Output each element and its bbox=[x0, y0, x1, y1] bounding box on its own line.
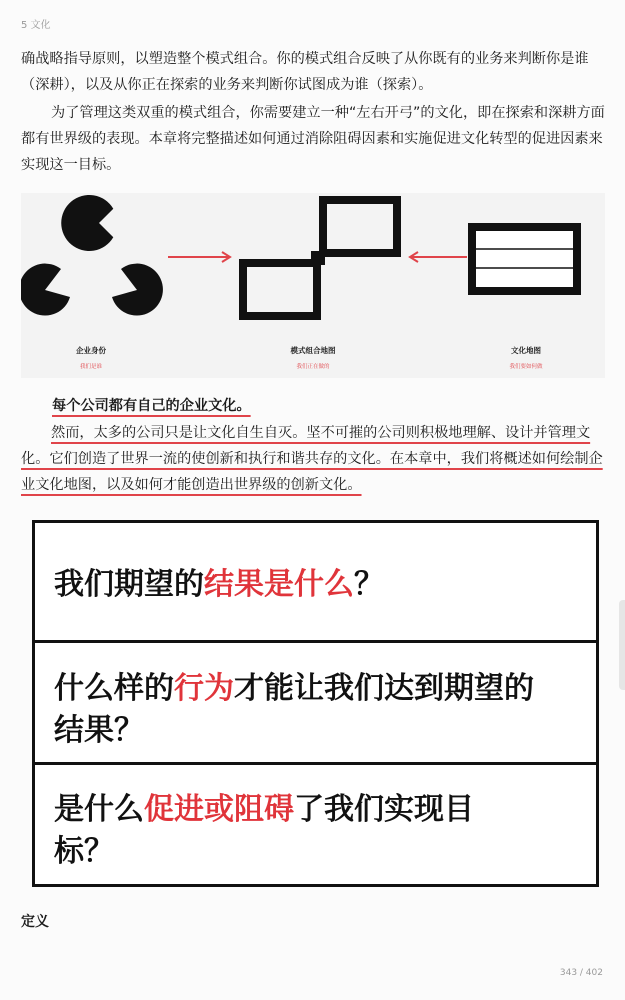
pacman-right bbox=[112, 264, 163, 316]
question-row-1 bbox=[35, 523, 596, 643]
sublabel-how-we-do: 我们要如何做 bbox=[509, 364, 543, 370]
question-1-highlight: 结果是什么 bbox=[204, 567, 354, 602]
page-number: 343 / 402 bbox=[559, 968, 603, 978]
paragraph-1: 确战略指导原则，以塑造整个模式组合。你的模式组合反映了从你既有的业务来判断你是谁（深耕），以及从你正在探索的业务来判断你试图成为谁（探索）。 bbox=[21, 51, 589, 93]
frame-lower bbox=[243, 263, 317, 316]
question-1: 我们期望的结果是什么？ bbox=[54, 567, 384, 602]
chapter-header: 5 文化 bbox=[21, 20, 51, 31]
highlighted-statement: 每个公司都有自己的企业文化。 bbox=[52, 398, 251, 414]
culture-figure bbox=[21, 193, 605, 378]
pacman-top bbox=[61, 195, 113, 251]
sublabel-who-we-are: 我们是谁 bbox=[79, 364, 102, 370]
section-heading: 定义 bbox=[21, 914, 49, 930]
page-edge-handle[interactable] bbox=[619, 600, 625, 690]
label-portfolio-map: 模式组合地图 bbox=[290, 346, 336, 355]
question-3: 是什么促进或阻碍了我们实现目标？ bbox=[54, 792, 474, 869]
frame-upper bbox=[323, 200, 397, 253]
question-2: 什么样的行为才能让我们达到期望的结果？ bbox=[54, 671, 534, 748]
question-box bbox=[32, 520, 599, 887]
paragraph-2: 为了管理这类双重的模式组合，你需要建立一种“左右开弓”的文化，即在探索和深耕方面都有世界级的表现。本章将完整描述如何通过消除阻碍因素和实施促进文化转型的促进因素来实现这一目标。 bbox=[21, 105, 605, 173]
question-2-highlight: 行为 bbox=[174, 671, 234, 706]
label-corporate-identity: 企业身份 bbox=[76, 346, 106, 355]
frame-culture-map bbox=[472, 227, 577, 291]
paragraph-4-underlined: 然而，太多的公司只是让文化自生自灭。坚不可摧的公司则积极地理解、设计并管理文化。它们创造了世界一流的使创新和执行和谐共存的文化。在本章中，我们将概述如何绘制企业文化地图，以及如何才能创造出世界级的创新文化。 bbox=[21, 425, 603, 493]
sublabel-what-we-do: 我们正在做的 bbox=[296, 364, 330, 370]
question-3-highlight: 促进或阻碍 bbox=[144, 792, 294, 827]
question-row-2 bbox=[35, 643, 596, 765]
pacman-left bbox=[21, 264, 70, 316]
question-row-3 bbox=[35, 765, 596, 884]
label-culture-map: 文化地图 bbox=[511, 346, 541, 355]
